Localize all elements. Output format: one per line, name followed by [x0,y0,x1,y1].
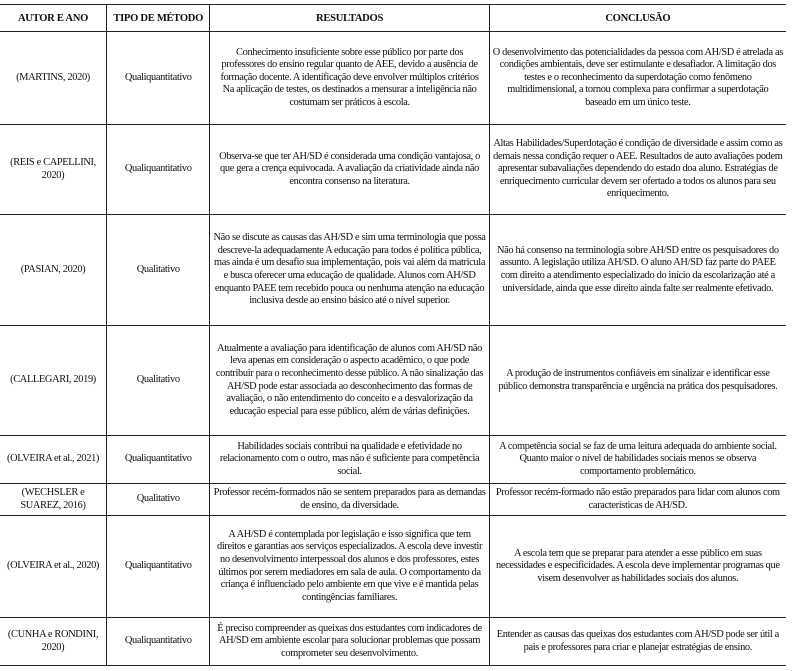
cell-conclusion: O desenvolvimento das potencialidades da pessoa com AH/SD é atrelada as condições ambientais, deve ser estimulante e desafiador. A limitação dos testes e o reconhecimento da superdotação como fenômeno multidimensional, a tornou complexa para confirmar a superdotação baseado em um único teste. [489,32,786,125]
literature-review-table [0,4,786,666]
cell-results: Não se discute as causas das AH/SD e sim uma terminologia que possa descreve-la adequadamente A educação para todos é política pública, mas ainda é um desafio sua implementação, pois vai além da matricula e busca oferecer uma educação de qualidade. Alunos com AH/SD enquanto PAEE tem recebido pouca ou nenhuma atenção na educação inclusiva desde ao ensino básico até o nível superior. [210,215,489,326]
cell-author: (PASIAN, 2020) [0,215,107,326]
cell-conclusion: A escola tem que se preparar para atender a esse público em suas necessidades e especificidades. A escola deve implementar programas que visem desenvolver as habilidades sociais dos alunos. [489,516,786,618]
cell-method: Qualitativo [107,484,210,516]
cell-author: (CUNHA e RONDINI, 2020) [0,618,107,666]
cell-results: Habilidades sociais contribui na qualidade e efetividade no relacionamento com o outro, mas não é suficiente para competência social. [210,436,489,484]
cell-conclusion: Professor recém-formado não estão preparados para lidar com alunos com características de AH/SD. [489,484,786,516]
cell-results: É preciso compreender as queixas dos estudantes com indicadores de AH/SD em ambiente escolar para solucionar problemas que possam comprometer seu desenvolvimento. [210,618,489,666]
cell-author: (OLVEIRA et al., 2021) [0,436,107,484]
cell-results: Observa-se que ter AH/SD é considerada uma condição vantajosa, o que gera a crença equivocada. A avaliação da criatividade ainda não encontra consenso na literatura. [210,125,489,215]
cell-author: (OLVEIRA et al., 2020) [0,516,107,618]
cell-author: (CALLEGARI, 2019) [0,326,107,436]
cell-conclusion: A competência social se faz de uma leitura adequada do ambiente social. Quanto maior o nível de habilidades sociais menos se observa comportamento problemático. [489,436,786,484]
cell-conclusion: Altas Habilidades/Superdotação é condição de diversidade e assim como as demais nessa condição requer o AEE. Resultados de auto avaliações podem apresentar subavaliações dependendo do estado doa aluno. Estratégias de enriquecimento curricular devem ser ofertado a todos os alunos para seu enriquecimento. [489,125,786,215]
table-row [0,436,786,484]
table-row [0,326,786,436]
cell-conclusion: A produção de instrumentos confiáveis em sinalizar e identificar esse público demonstra transparência e urgência na prática dos pesquisadores. [489,326,786,436]
header-method: TIPO DE MÉTODO [107,5,210,32]
cell-author: (REIS e CAPELLINI, 2020) [0,125,107,215]
table-row [0,32,786,125]
cell-method: Qualiquantitativo [107,436,210,484]
table-row [0,618,786,666]
cell-conclusion: Entender as causas das queixas dos estudantes com AH/SD pode ser útil a pais e professores para criar e planejar estratégias de ensino. [489,618,786,666]
cell-method: Qualiquantitativo [107,618,210,666]
header-results: RESULTADOS [210,5,489,32]
cell-results: Professor recém-formados não se sentem preparados para as demandas de ensino, da diversidade. [210,484,489,516]
table-row [0,516,786,618]
cell-results: Conhecimento insuficiente sobre esse público por parte dos professores do ensino regular quanto de AEE, devido a ausência de formação docente. A identificação deve envolver múltiplos critérios Na aplicação de testes, os destinados a mensurar a inteligência não costumam ser práticos à escola. [210,32,489,125]
cell-author: (WECHSLER e SUAREZ, 2016) [0,484,107,516]
cell-results: A AH/SD é contemplada por legislação e isso significa que tem direitos e garantias aos serviços especializados. A escola deve investir no desenvolvimento interpessoal dos alunos e dos professores, estes últimos por serem mediadores em sala de aula. O comportamento da criança é influenciado pelo ambiente em que vive e é mantida pelas contingências familiares. [210,516,489,618]
cell-method: Qualiquantitativo [107,32,210,125]
header-row [0,5,786,32]
cell-results: Atualmente a avaliação para identificação de alunos com AH/SD não leva apenas em consideração o aspecto acadêmico, o que pode contribuir para o reconhecimento desse público. A não sinalização das AH/SD pode estar associada ao desconhecimento das formas de avaliação, o não entendimento do conceito e a desvalorização da educação especial para esse público, além de várias definições. [210,326,489,436]
cell-method: Qualitativo [107,215,210,326]
cell-author: (MARTINS, 2020) [0,32,107,125]
cell-method: Qualiquantitativo [107,516,210,618]
header-conclusion: CONCLUSÃO [489,5,786,32]
header-author: AUTOR E ANO [0,5,107,32]
cell-method: Qualitativo [107,326,210,436]
table-row [0,125,786,215]
table-row [0,215,786,326]
table-row [0,484,786,516]
cell-conclusion: Não há consenso na terminologia sobre AH/SD entre os pesquisadores do assunto. A legislação utiliza AH/SD. O aluno AH/SD faz parte do PAEE com direito a atendimento especializado do início da escolarização até a universidade, ainda que esse direito ainda falte ser realmente efetivado. [489,215,786,326]
cell-method: Qualiquantitativo [107,125,210,215]
